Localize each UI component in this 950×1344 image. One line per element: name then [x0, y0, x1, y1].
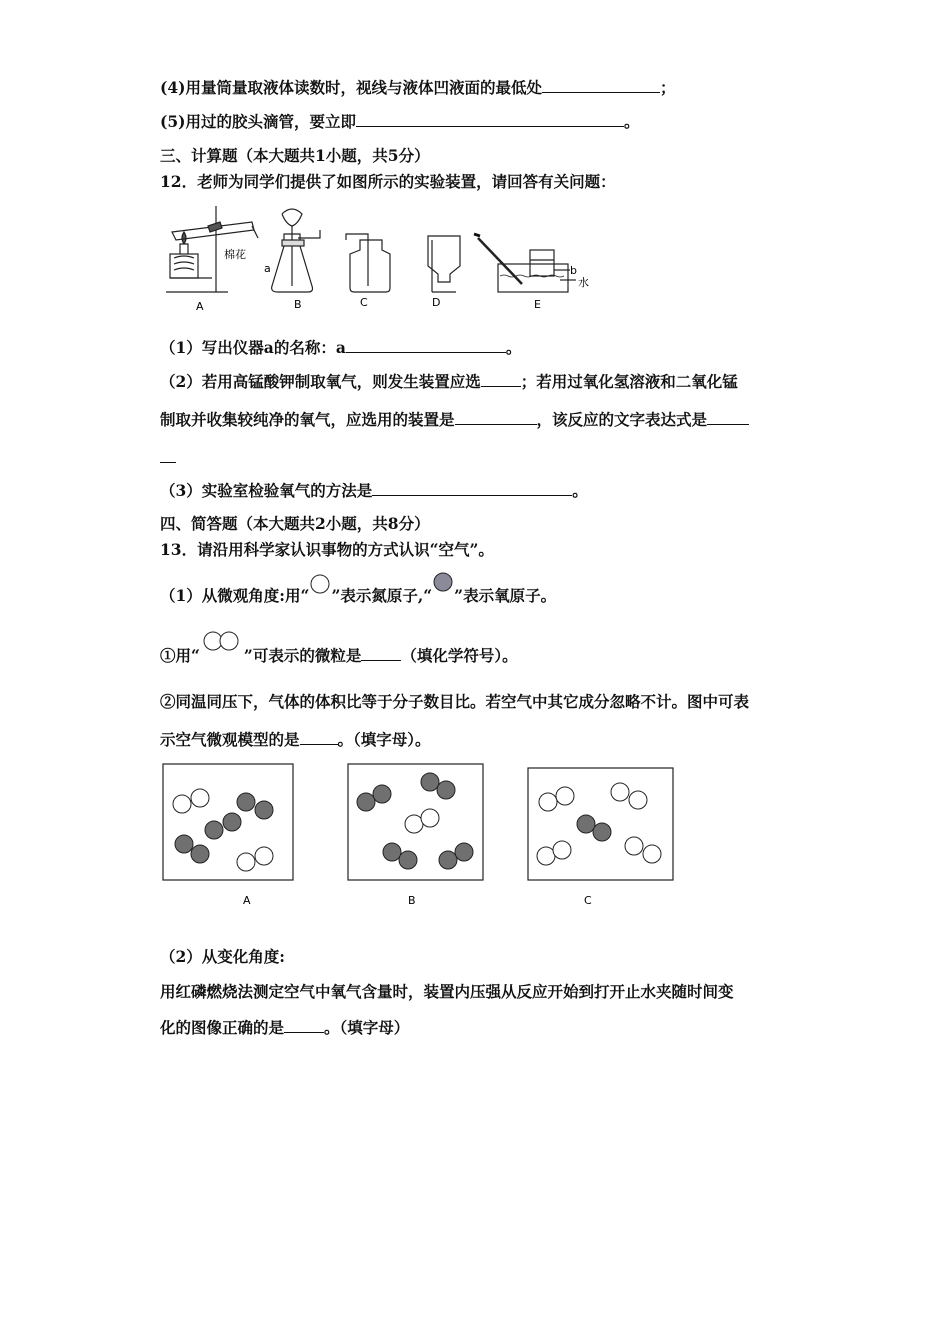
q13-sub2-line2: 示空气微观模型的是 。（填字母）。	[160, 730, 431, 749]
apparatus-e	[474, 234, 576, 292]
model-figure	[160, 762, 680, 912]
apparatus-b	[272, 209, 320, 292]
model-label-c: C	[584, 894, 592, 907]
q13-2-2-blank[interactable]	[284, 1018, 324, 1033]
q13-part1: （1）从微观角度:用“ ”表示氮原子,“ ”表示氧原子。	[160, 586, 556, 608]
q12-2-blank-3-cont[interactable]	[160, 448, 176, 463]
model-box-c	[528, 768, 673, 880]
apparatus-label-c: C	[360, 296, 368, 309]
water-label: 水	[578, 276, 589, 289]
cotton-label: 棉花	[224, 248, 246, 261]
q13-2-blank[interactable]	[300, 730, 338, 745]
q13-sub1: ①用“ ”可表示的微粒是 （填化学符号）。	[160, 646, 518, 670]
q13-stem: 13．请沿用科学家认识事物的方式认识“空气”。	[160, 540, 494, 559]
q13-1-blank[interactable]	[361, 646, 401, 661]
model-box-a	[163, 764, 293, 880]
q12-2-blank-3[interactable]	[707, 410, 749, 425]
apparatus-label-a: A	[196, 300, 204, 313]
nitrogen-atom-icon	[309, 574, 331, 596]
q12-part2-line2: 制取并收集较纯净的氧气，应选用的装置是 ，该反应的文字表达式是	[160, 410, 749, 430]
q12-part3: （3）实验室检验氧气的方法是 。	[160, 481, 588, 500]
apparatus-d	[428, 236, 460, 292]
q12-part2-line3	[160, 448, 176, 468]
apparatus-figure	[160, 200, 600, 315]
q5-line: (5)用过的胶头滴管，要立即 。	[160, 112, 640, 131]
section-3-heading: 三、计算题（本大题共1小题，共5分）	[160, 146, 430, 165]
apparatus-label-b: B	[294, 298, 302, 311]
model-label-b: B	[408, 894, 416, 907]
model-box-b	[348, 764, 483, 880]
q5-answer-blank[interactable]	[356, 112, 624, 127]
q13-part2: （2）从变化角度:	[160, 947, 286, 966]
b-mark: b	[570, 264, 577, 277]
q12-stem: 12．老师为同学们提供了如图所示的实验装置，请回答有关问题：	[160, 172, 616, 191]
q4-line: (4)用量筒量取液体读数时，视线与液体凹液面的最低处 ；	[160, 78, 676, 97]
q13-part2-line1: 用红磷燃烧法测定空气中氧气含量时，装置内压强从反应开始到打开止水夹随时间变	[160, 982, 734, 1001]
q4-answer-blank[interactable]	[542, 78, 660, 93]
q12-part1: （1）写出仪器a的名称：a 。	[160, 338, 522, 357]
model-label-a: A	[243, 894, 251, 907]
q12-3-blank[interactable]	[372, 481, 572, 496]
a-mark: a	[264, 262, 271, 275]
q13-sub2-line1: ②同温同压下，气体的体积比等于分子数目比。若空气中其它成分忽略不计。图中可表	[160, 692, 750, 711]
nitrogen-molecule-icon	[200, 630, 244, 654]
section-4-heading: 四、简答题（本大题共2小题，共8分）	[160, 514, 430, 533]
apparatus-label-d: D	[432, 296, 441, 309]
q12-2-blank-1[interactable]	[481, 372, 521, 387]
apparatus-c	[346, 234, 390, 292]
q13-part2-line2: 化的图像正确的是 。（填字母）	[160, 1018, 410, 1037]
q12-part2-line1: （2）若用高锰酸钾制取氧气，则发生装置应选 ；若用过氧化氢溶液和二氧化锰	[160, 372, 738, 391]
q12-1-blank[interactable]	[346, 338, 506, 353]
apparatus-label-e: E	[534, 298, 541, 311]
q12-2-blank-2[interactable]	[455, 410, 537, 425]
oxygen-atom-icon	[432, 572, 454, 594]
